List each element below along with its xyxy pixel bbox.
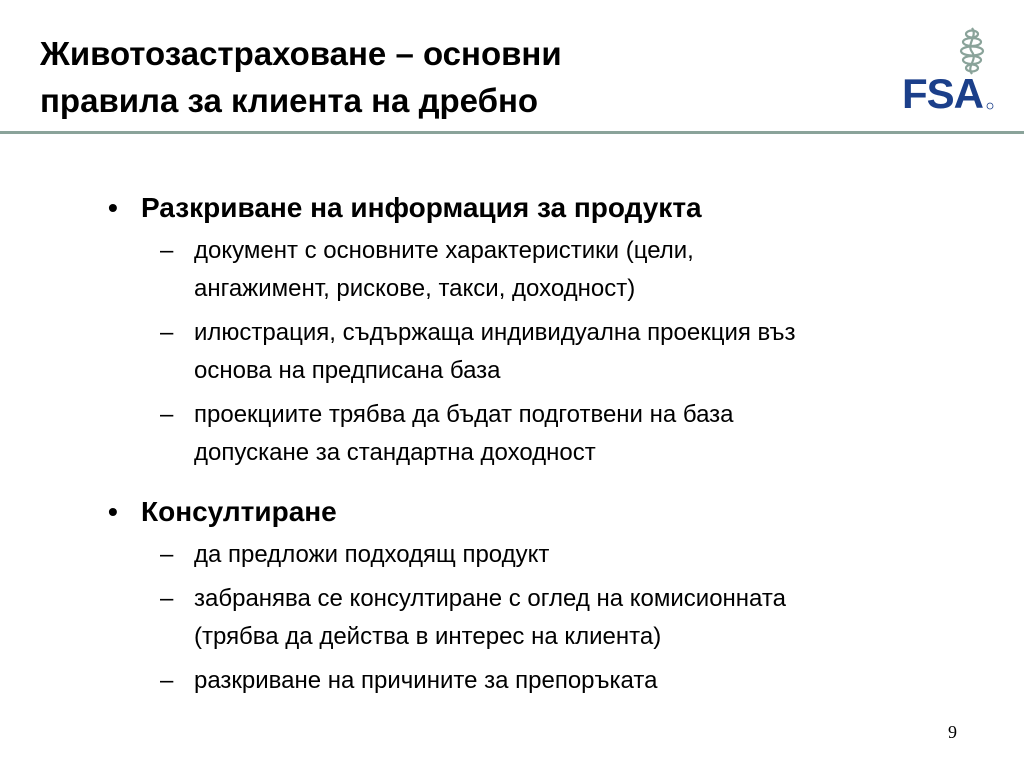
dash-icon: –	[160, 237, 174, 264]
list-item	[108, 232, 988, 308]
dash-icon: –	[160, 319, 174, 346]
item-line: забранява се консултиране с оглед на комисионната	[194, 585, 786, 612]
title-line: правила за клиента на дребно	[40, 82, 539, 119]
section-heading	[108, 190, 988, 226]
dash-icon: –	[160, 585, 174, 612]
section-product-disclosure	[108, 190, 988, 472]
dash-icon: –	[160, 401, 174, 428]
fsa-spiral-emblem-icon	[900, 22, 996, 114]
item-line: илюстрация, съдържаща индивидуална проекция въз	[194, 319, 796, 346]
item-line: (трябва да действа в интерес на клиента)	[194, 623, 662, 650]
list-item	[108, 580, 988, 656]
logo-text: FSA	[902, 70, 983, 114]
list-item	[108, 314, 988, 390]
section-advice	[108, 494, 988, 700]
heading-text: Консултиране	[141, 496, 337, 527]
item-line: разкриване на причините за препоръката	[194, 667, 658, 694]
list-item	[108, 662, 988, 700]
item-line: проекциите трябва да бъдат подготвени на база	[194, 401, 734, 428]
bullet-icon: •	[108, 496, 118, 527]
list-item	[108, 396, 988, 472]
page-number: 9	[948, 722, 957, 742]
item-line: да предложи подходящ продукт	[194, 541, 550, 568]
dash-icon: –	[160, 667, 174, 694]
slide-body	[108, 190, 988, 700]
item-line: основа на предписана база	[194, 357, 501, 384]
heading-text: Разкриване на информация за продукта	[141, 192, 702, 223]
dash-icon: –	[160, 541, 174, 568]
title-divider	[0, 131, 1024, 134]
title-line: Животозастраховане – основни	[40, 35, 562, 72]
list-item	[108, 536, 988, 574]
section-heading	[108, 494, 988, 530]
bullet-icon: •	[108, 192, 118, 223]
item-line: допускане за стандартна доходност	[194, 439, 596, 466]
item-line: документ с основните характеристики (цели,	[194, 237, 694, 264]
fsa-logo	[900, 22, 996, 114]
slide-title	[40, 30, 840, 124]
item-line: ангажимент, рискове, такси, доходност)	[194, 275, 636, 302]
